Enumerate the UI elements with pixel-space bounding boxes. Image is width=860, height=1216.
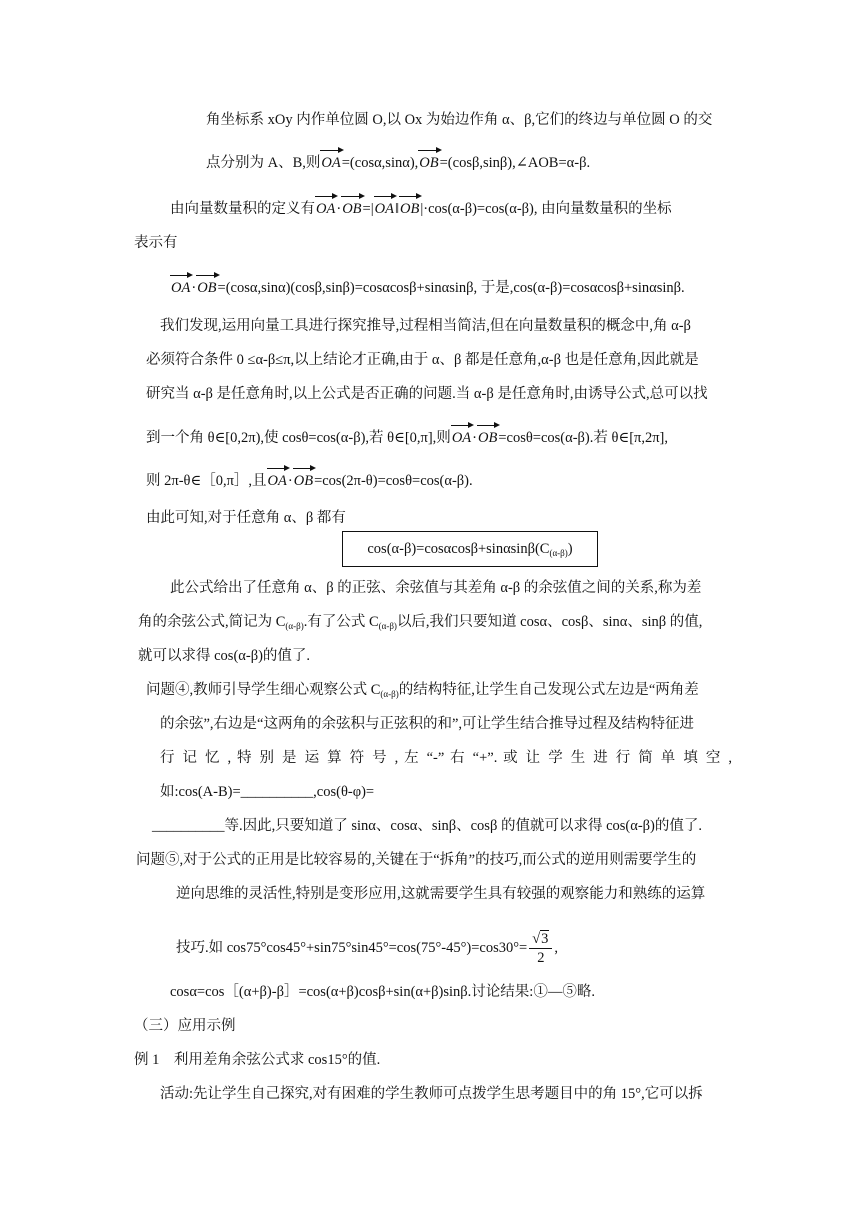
- text-line: 问题⑤,对于公式的正用是比较容易的,关键在于“拆角”的技巧,而公式的逆用则需要学生的: [136, 852, 697, 868]
- vector-ob: OB: [293, 473, 314, 489]
- text-line: OA·OB=(cosα,sinα)(cosβ,sinβ)=cosαcosβ+sinαsinβ, 于是,cos(α-β)=cosαcosβ+sinαsinβ.: [171, 280, 685, 296]
- text-line: 表示有: [134, 235, 178, 251]
- vector-oa: OA: [374, 201, 394, 217]
- vector-ob: OB: [197, 280, 217, 296]
- vector-oa: OA: [267, 473, 287, 489]
- vector-ob: OB: [400, 201, 420, 217]
- text-line: cosα=cos［(α+β)-β］=cos(α+β)cosβ+sin(α+β)sinβ.讨论结果:①—⑤略.: [170, 984, 595, 1000]
- text-line: 问题④,教师引导学生细心观察公式 $C_{(\alpha-\beta)}$的结构特征,让学生自己发现公式左边是“两角差: [146, 682, 699, 699]
- vector-oa: OA: [316, 201, 336, 217]
- vector-ob: OB: [342, 201, 362, 217]
- text-line: 逆向思维的灵活性,特别是变形应用,这就需要学生具有较强的观察能力和熟练的运算: [176, 886, 706, 902]
- text-line: 研究当 α-β 是任意角时,以上公式是否正确的问题.当 α-β 是任意角时,由诱导公式,总可以找: [146, 386, 708, 402]
- text-line: 角的余弦公式,简记为 $C_{(\alpha-\beta)}$.有了公式 $C_{(\alpha-\beta)}$以后,我们只要知道 cosα、cosβ、sinα、sinβ 的值,: [138, 614, 703, 631]
- text-line: 就可以求得 cos(α-β)的值了.: [138, 648, 311, 664]
- text-line: 必须符合条件 0 ≤α-β≤π,以上结论才正确,由于 α、β 都是任意角,α-β 也是任意角,因此就是: [146, 352, 699, 368]
- section-heading: （三）应用示例: [134, 1018, 236, 1034]
- text-line: 点分别为 A、B,则OA=(cosα,sinα),OB=(cosβ,sinβ),∠AOB=α-β.: [206, 155, 591, 171]
- fraction-sqrt3-over-2: $\frac{√3}{2}$: [529, 930, 552, 967]
- example-title: 例 1 利用差角余弦公式求 cos15°的值.: [134, 1052, 381, 1068]
- text-line: 行 记 忆 , 特 别 是 运 算 符 号 , 左 “-” 右 “+”. 或 让 学 生 进 行 简 单 填 空 ,: [160, 750, 732, 766]
- vector-ob: OB: [419, 155, 439, 171]
- vector-oa: OA: [451, 430, 472, 446]
- formula-box: $\cos(\alpha-\beta)=\cos\alpha\cos\beta+\sin\alpha\sin\beta(C_{(\alpha-\beta)})$: [342, 531, 598, 567]
- vector-ob: OB: [478, 430, 498, 446]
- text-line: 由此可知,对于任意角 α、β 都有: [146, 510, 346, 526]
- text-line: 技巧.如 cos75°cos45°+sin75°sin45°=cos(75°-45°)=cos30°= $\frac{√3}{2}$ ,: [176, 931, 559, 967]
- vector-oa: OA: [171, 280, 191, 296]
- text-line: 的余弦”,右边是“这两角的余弦积与正弦积的和”,可让学生结合推导过程及结构特征进: [160, 716, 695, 732]
- text-line: 则 2π-θ∈［0,π］,且OA·OB=cos(2π-θ)=cosθ=cos(α-β).: [146, 473, 473, 489]
- text-line: __________等.因此,只要知道了 sinα、cosα、sinβ、cosβ 的值就可以求得 cos(α-β)的值了.: [152, 818, 702, 834]
- text-line: 到一个角 θ∈[0,2π),使 cosθ=cos(α-β),若 θ∈[0,π],则OA·OB=cosθ=cos(α-β).若 θ∈[π,2π],: [146, 430, 668, 446]
- text-line: 如:cos(A-B)=__________,cos(θ-φ)=: [160, 784, 375, 800]
- text-line: 我们发现,运用向量工具进行探究推导,过程相当简洁,但在向量数量积的概念中,角 α-β: [160, 318, 691, 334]
- text-line: 角坐标系 xOy 内作单位圆 O,以 Ox 为始边作角 α、β,它们的终边与单位圆 O 的交: [206, 112, 713, 128]
- text-line: 由向量数量积的定义有OA·OB=|OA‖OB|·cos(α-β)=cos(α-β), 由向量数量积的坐标: [170, 201, 672, 217]
- text-line: 此公式给出了任意角 α、β 的正弦、余弦值与其差角 α-β 的余弦值之间的关系,称为差: [170, 580, 702, 596]
- text-line: 活动:先让学生自己探究,对有困难的学生教师可点拨学生思考题目中的角 15°,它可以拆: [160, 1086, 703, 1102]
- vector-oa: OA: [321, 155, 341, 171]
